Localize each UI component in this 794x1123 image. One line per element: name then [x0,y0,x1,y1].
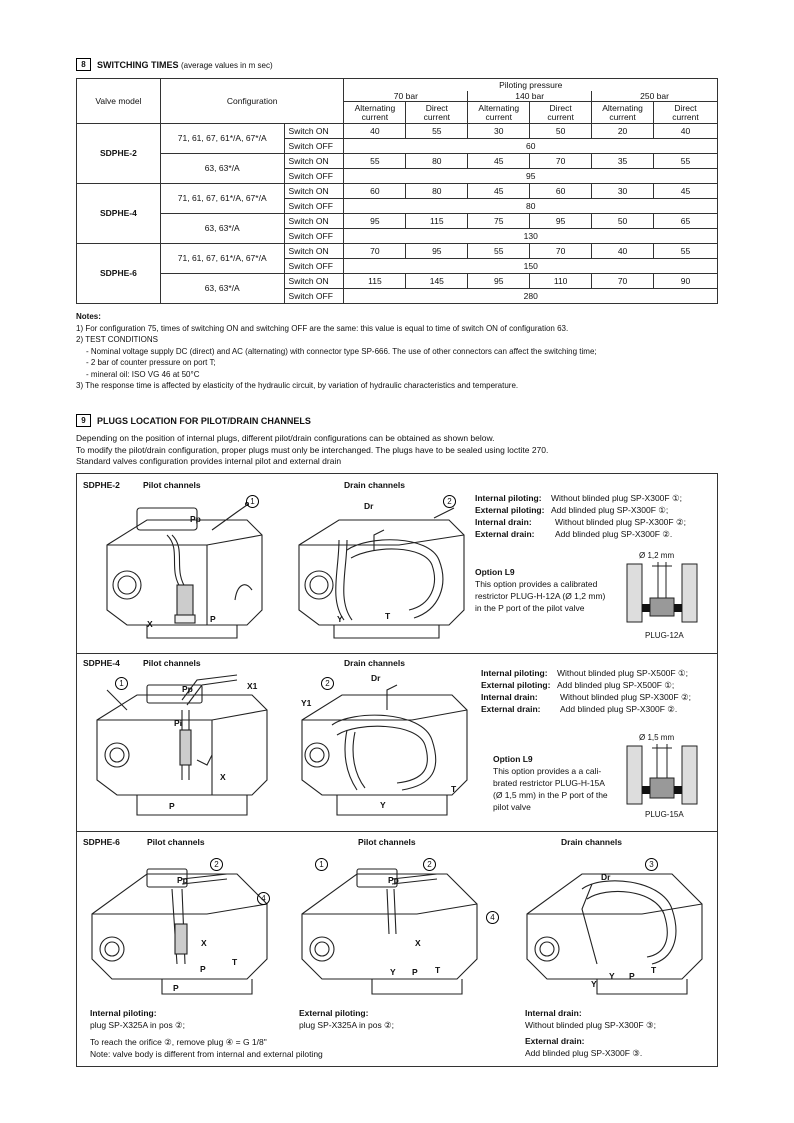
table-row [77,154,718,169]
table-cell: 70 [592,274,654,289]
intro-line: Depending on the position of internal plugs, different pilot/drain configurations can be obtained as shown below. [76,433,495,443]
table-cell: 30 [592,184,654,199]
table-cell: 145 [406,274,468,289]
note-2: 2) TEST CONDITIONS [76,335,158,344]
plugs-location-box [76,473,718,1067]
port-label: Dr [364,501,374,511]
section-9-header [76,414,311,427]
port-label: Dr [371,673,381,683]
section-title: PLUGS LOCATION FOR PILOT/DRAIN CHANNELS [97,415,311,426]
section-9-intro [76,433,548,468]
panel2-plug-config: Internal piloting: Without blinded plug SP-X500F ①; External piloting: Add blinded plug SP-X500F ①; Internal drain: Without blinded plug SP-X300F ②; External drain: Add blinded plug SP-X300F ②. [481,668,691,714]
table-cell: 55 [344,154,406,169]
port-label: T [651,965,657,975]
table-cell: 80 [406,184,468,199]
table-cell: 35 [592,154,654,169]
notes-title: Notes: [76,312,101,321]
valve-model-cell: SDPHE-6 [77,244,161,304]
current-header: Direct current [654,102,718,124]
table-cell: 60 [530,184,592,199]
table-cell: 75 [468,214,530,229]
config-cell: 63, 63*/A [160,214,284,244]
port-label: Pp [177,875,188,885]
port-label: X [147,619,153,629]
port-label: X [201,938,207,948]
port-label: Dr [601,872,611,882]
panel1-plug-config: Internal piloting: Without blinded plug SP-X300F ①; External piloting: Add blinded plug SP-X300F ①; Internal drain: Without blinded plug SP-X300F ②; External drain: Add blinded plug SP-X300F ②. [475,493,686,539]
panel3-pilot1-title: Pilot channels [147,837,205,847]
plug-marker: 4 [486,911,499,924]
port-label: P [173,983,179,993]
pressure-250: 250 bar [592,91,718,102]
panel1-model: SDPHE-2 [83,480,120,490]
header-configuration: Configuration [160,79,344,124]
dimension-label: Ø 1,2 mm [639,551,675,560]
panel1-option: Option L9 This option provides a calibrated restrictor PLUG-H-12A (Ø 1,2 mm) in the P port of the pilot valve [475,567,606,613]
port-label: Pp [388,875,399,885]
header-piloting-pressure: Piloting pressure [344,79,718,91]
table-cell: 45 [468,154,530,169]
panel2-drain-title: Drain channels [344,658,405,668]
divider [77,831,717,832]
table-cell: 90 [654,274,718,289]
port-label: Y [380,800,386,810]
table-cell: 55 [654,154,718,169]
table-cell: 40 [592,244,654,259]
plug-label: PLUG-12A [645,631,684,640]
sdphe6-drain-drawing [522,854,712,1004]
port-label: X1 [247,681,258,691]
section-number: 8 [76,58,91,71]
note-1: 1) For configuration 75, times of switching ON and switching OFF are the same: this value is equal to time of switch ON of configuration 63. [76,323,569,333]
switch-off-label: Switch OFF [284,169,344,184]
port-label: P [629,971,635,981]
intro-line: Standard valves configuration provides internal pilot and external drain [76,456,342,466]
config-cell: 71, 61, 67, 61*/A, 67*/A [160,244,284,274]
port-label: Pp [182,684,193,694]
note-2a: - Nominal voltage supply DC (direct) and AC (alternating) with connector type SP-666. The use of other connectors can affect the switching time; [86,346,597,356]
current-header: Alternating current [592,102,654,124]
panel2-pilot-title: Pilot channels [143,658,201,668]
table-cell: 40 [344,124,406,139]
switch-on-label: Switch ON [284,274,344,289]
panel3-model: SDPHE-6 [83,837,120,847]
panel3-drain-title: Drain channels [561,837,622,847]
table-cell: 30 [468,124,530,139]
port-label: Y [390,967,396,977]
switch-on-label: Switch ON [284,244,344,259]
table-cell: 80 [344,199,718,214]
section-title: SWITCHING TIMES (average values in m sec) [97,59,273,70]
table-cell: 40 [654,124,718,139]
switch-on-label: Switch ON [284,214,344,229]
table-cell: 45 [654,184,718,199]
switch-off-label: Switch OFF [284,259,344,274]
panel2-option: Option L9 This option provides a a cali- brated restrictor PLUG-H-15A (Ø 1,5 mm) in the P port of the pilot valve [493,754,608,812]
panel3-pilot2-title: Pilot channels [358,837,416,847]
plug-marker: 1 [315,858,328,871]
port-label: Pi [174,718,183,728]
table-cell: 130 [344,229,718,244]
switching-times-table [76,78,718,304]
panel3-external-piloting: External piloting: plug SP-X325A in pos ②; [299,1008,395,1030]
table-cell: 150 [344,259,718,274]
table-cell: 95 [344,169,718,184]
plug-marker: 2 [443,495,456,508]
panel3-drain-config: Internal drain: Without blinded plug SP-X300F ③; External drain: Add blinded plug SP-X300F ③. [525,1008,656,1058]
table-cell: 280 [344,289,718,304]
divider [77,653,717,654]
switch-on-label: Switch ON [284,124,344,139]
plug-label: PLUG-15A [645,810,684,819]
port-label: Y [609,971,615,981]
sdphe2-drain-drawing [289,490,474,650]
table-cell: 70 [530,154,592,169]
switch-off-label: Switch OFF [284,289,344,304]
port-label: P [210,614,216,624]
table-row [77,124,718,139]
notes [76,311,736,392]
pressure-140: 140 bar [468,91,592,102]
port-label: X [415,938,421,948]
plug-marker: 3 [645,858,658,871]
note-2c: - mineral oil: ISO VG 46 at 50°C [86,369,200,379]
table-cell: 110 [530,274,592,289]
header-valve-model: Valve model [77,79,161,124]
table-cell: 95 [468,274,530,289]
port-label: T [435,965,441,975]
panel2-model: SDPHE-4 [83,658,120,668]
port-label: Y [337,614,343,624]
plug-marker: 2 [321,677,334,690]
switch-off-label: Switch OFF [284,229,344,244]
valve-model-cell: SDPHE-4 [77,184,161,244]
table-cell: 95 [344,214,406,229]
table-cell: 45 [468,184,530,199]
config-cell: 63, 63*/A [160,274,284,304]
table-cell: 115 [406,214,468,229]
port-label: Y1 [301,698,312,708]
panel1-drain-title: Drain channels [344,480,405,490]
port-label: Y [591,979,597,989]
table-row [77,184,718,199]
plug-15a-icon [622,744,702,806]
config-cell: 63, 63*/A [160,154,284,184]
pressure-70: 70 bar [344,91,468,102]
current-header: Direct current [406,102,468,124]
current-header: Direct current [530,102,592,124]
panel3-footnote: To reach the orifice ②, remove plug ④ = G 1/8" Note: valve body is different from internal and external piloting [90,1037,323,1059]
table-cell: 65 [654,214,718,229]
intro-line: To modify the pilot/drain configuration, proper plugs must only be interchanged. The plugs have to be sealed using loctite 270. [76,444,549,455]
section-number: 9 [76,414,91,427]
table-cell: 55 [468,244,530,259]
table-row [77,244,718,259]
config-cell: 71, 61, 67, 61*/A, 67*/A [160,124,284,154]
port-label: T [232,957,238,967]
note-2b: - 2 bar of counter pressure on port T; [86,358,216,367]
plug-marker: 1 [246,495,259,508]
table-row [77,274,718,289]
table-cell: 50 [592,214,654,229]
section-8-header [76,58,273,71]
port-label: P [412,967,418,977]
valve-model-cell: SDPHE-2 [77,124,161,184]
plug-marker: 2 [423,858,436,871]
table-row [77,214,718,229]
switch-on-label: Switch ON [284,184,344,199]
table-cell: 80 [406,154,468,169]
port-label: P [169,801,175,811]
panel3-internal-piloting: Internal piloting: plug SP-X325A in pos ②; [90,1008,186,1030]
port-label: Pp [190,514,201,524]
config-cell: 71, 61, 67, 61*/A, 67*/A [160,184,284,214]
port-label: T [451,784,457,794]
switch-on-label: Switch ON [284,154,344,169]
plug-12a-icon [622,562,702,624]
table-cell: 60 [344,139,718,154]
table-cell: 55 [654,244,718,259]
panel1-pilot-title: Pilot channels [143,480,201,490]
table-cell: 70 [530,244,592,259]
note-3: 3) The response time is affected by elasticity of the hydraulic circuit, by variation of hydraulic characteristics and temperature. [76,381,519,390]
table-cell: 70 [344,244,406,259]
plug-marker: 1 [115,677,128,690]
table-cell: 95 [406,244,468,259]
table-cell: 20 [592,124,654,139]
switch-off-label: Switch OFF [284,139,344,154]
table-cell: 55 [406,124,468,139]
port-label: P [200,964,206,974]
table-cell: 95 [530,214,592,229]
table-cell: 50 [530,124,592,139]
current-header: Alternating current [344,102,406,124]
port-label: X [220,772,226,782]
switch-off-label: Switch OFF [284,199,344,214]
current-header: Alternating current [468,102,530,124]
dimension-label: Ø 1,5 mm [639,733,675,742]
plug-marker: 2 [210,858,223,871]
plug-marker: 4 [257,892,270,905]
port-label: T [385,611,391,621]
table-cell: 60 [344,184,406,199]
table-cell: 115 [344,274,406,289]
switching-times-body [77,124,718,304]
sdphe2-pilot-drawing [87,490,277,650]
